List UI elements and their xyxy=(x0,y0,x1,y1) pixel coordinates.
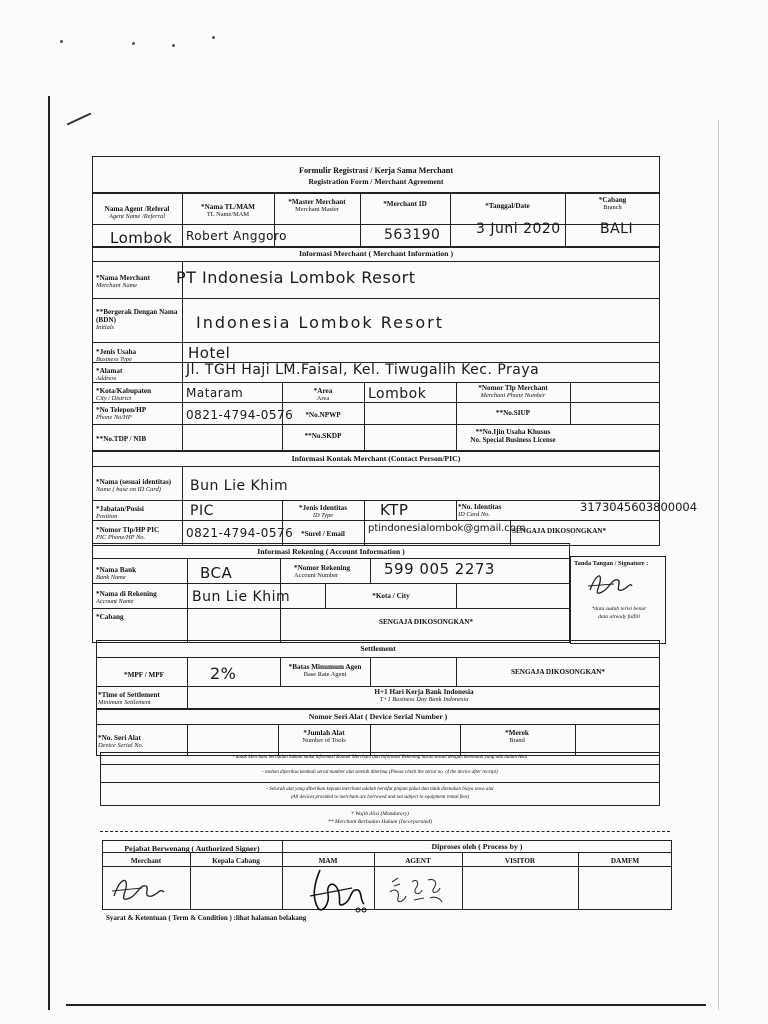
contact-name-label: *Nama (sesuai identitas) Name ( base on ID Card) xyxy=(96,478,172,493)
section-contact-info: Informasi Kontak Merchant (Contact Person/PIC) xyxy=(291,454,461,463)
device-count-label: *Jumlah Alat Number of Tools xyxy=(302,729,346,744)
special-license-label: **No.Ijin Usaha Khusus No. Special Business License xyxy=(470,428,556,444)
position-value[interactable]: PIC xyxy=(190,503,214,519)
id-number-label: *No. Identitas ID Card No. xyxy=(458,503,502,518)
id-type-value[interactable]: KTP xyxy=(380,501,409,519)
scan-dot xyxy=(132,42,135,45)
date-value[interactable]: 3 Juni 2020 xyxy=(476,221,561,237)
account-holder-value[interactable]: Bun Lie Khim xyxy=(192,589,291,605)
area-label: *Area Area xyxy=(313,387,333,402)
business-type-value[interactable]: Hotel xyxy=(188,344,231,362)
account-holder-label: *Nama di Rekening Account Name xyxy=(96,590,157,605)
col-merchant: Merchant xyxy=(130,857,162,865)
device-brand-label: *Merek Brand xyxy=(505,729,529,744)
business-type-label: *Jenis Usaha Business Type xyxy=(96,348,137,363)
id-number-value[interactable]: 3173045603800004 xyxy=(580,500,698,514)
col-visitor: VISITOR xyxy=(504,857,536,865)
merchant-signature-top xyxy=(584,570,636,600)
merchant-name-value[interactable]: PT Indonesia Lombok Resort xyxy=(176,268,416,287)
note-4: (All devices provided to merchant are borrowed and not subject to equipment rental fees) xyxy=(290,795,470,800)
scan-dot xyxy=(212,36,215,39)
col-branch-head: Kepala Cabang xyxy=(212,857,260,865)
merchant-phone-label: *Nomor Tlp Merchant Merchant Phone Number xyxy=(478,384,548,399)
position-label: *Jabatan/Posisi Position xyxy=(96,505,144,520)
city-label: *Kota/Kabupaten City / District xyxy=(96,387,152,402)
bank-name-label: *Nama Bank Bank Name xyxy=(96,566,137,581)
section-merchant-info: Informasi Merchant ( Merchant Information ) xyxy=(298,249,454,258)
form-title: Formulir Registrasi / Kerja Sama Merchant xyxy=(298,166,454,175)
contact-phone-label: *Nomor Tlp/HP PIC PIC Phone/HP No. xyxy=(96,526,160,541)
col-damfm: DAMFM xyxy=(610,857,640,865)
contact-blank-note: SENGAJA DIKOSONGKAN* xyxy=(512,527,607,535)
settlement-blank-note: SENGAJA DIKOSONGKAN* xyxy=(510,668,606,676)
settlement-time-value: H+1 Hari Kerja Bank Indonesia T+1 Business Day Bank Indonesia xyxy=(374,688,474,703)
branch-label: *Cabang Branch xyxy=(598,196,627,211)
page-border-left xyxy=(48,96,50,1010)
mpf-value[interactable]: 2% xyxy=(210,664,237,683)
signature-label: Tanda Tangan / Signature : xyxy=(574,560,649,567)
tl-value[interactable]: Robert Anggoro xyxy=(186,229,287,243)
date-label: *Tanggal/Date xyxy=(485,202,530,210)
master-merchant-label: *Master Merchant Merchant Master xyxy=(288,198,346,213)
account-number-value[interactable]: 599 005 2273 xyxy=(384,560,495,578)
scan-dot xyxy=(60,40,63,43)
phone-value[interactable]: 0821-4794-0576 xyxy=(186,408,294,422)
signature-note-2: data already fulfill xyxy=(598,614,640,620)
terms-condition[interactable]: Syarat & Ketentuan ( Term & Condition ) :lihat halaman belakang xyxy=(106,914,307,922)
address-value[interactable]: Jl. TGH Haji LM.Faisal, Kel. Tiwugalih Kec. Praya xyxy=(186,362,540,378)
account-branch-label: *Cabang xyxy=(96,613,124,621)
merchant-id-label: *Merchant ID xyxy=(383,200,427,208)
merchant-id-value[interactable]: 563190 xyxy=(384,227,441,243)
merchant-name-label: *Nama Merchant Merchant Name xyxy=(96,274,150,289)
initials-label: **Bergerak Dengan Nama (BDN) Initials xyxy=(96,308,178,331)
section-account-info: Informasi Rekening ( Account Information ) xyxy=(257,547,405,556)
npwp-label: *No.NPWP xyxy=(305,411,341,419)
settlement-time-label: *Time of Settlement Minimum Settlement xyxy=(98,691,160,706)
authorized-signer-header: Pejabat Berwenang ( Authorized Signer) xyxy=(124,844,260,853)
page-border-bottom xyxy=(66,1004,706,1006)
signature-note-1: *data sudah terisi benar xyxy=(591,606,647,612)
note-3: - Seluruh alat yang diberikan kepada merchant adalah bersifat pinjam pakai dan tidak ditenakan biaya sewa alat xyxy=(266,787,494,792)
form-subtitle: Registration Form / Merchant Agreement xyxy=(308,177,444,186)
area-value[interactable]: Lombok xyxy=(368,386,427,402)
section-settlement: Settlement xyxy=(360,644,396,653)
note-1: - untuk Merchant berbadan hukum maka informasi Kontak Merchant dan Informasi Rekening harus sesuai dengan ketentuan yang ada dalam Akta xyxy=(232,755,528,760)
footnote-incorporated: ** Merchant Berbadan Hukum (Incorporated) xyxy=(327,819,433,825)
email-label: *Surel / Email xyxy=(301,530,345,538)
email-value[interactable]: ptindonesialombok@gmail.com xyxy=(368,523,526,534)
pen-mark xyxy=(67,113,91,126)
id-type-label: *Jenis Identitas ID Type xyxy=(298,504,348,519)
account-city-label: *Kota / City xyxy=(372,592,410,600)
process-by-header: Diproses oleh ( Process by ) xyxy=(431,842,523,851)
city-value[interactable]: Mataram xyxy=(186,386,244,400)
mam-signature xyxy=(300,864,370,918)
section-device: Nomor Seri Alat ( Device Serial Number ) xyxy=(308,712,448,721)
merchant-signature xyxy=(108,872,168,906)
initials-value[interactable]: Indonesia Lombok Resort xyxy=(196,313,444,332)
agent-value[interactable]: Lombok xyxy=(110,229,173,247)
bank-name-value[interactable]: BCA xyxy=(200,564,233,582)
page-border-right xyxy=(718,120,719,1010)
device-serial-label: *No. Seri Alat Device Serial No. xyxy=(98,734,144,749)
skdp-label: **No.SKDP xyxy=(304,432,342,440)
siup-label: **No.SIUP xyxy=(495,409,531,417)
agent-signature xyxy=(384,872,450,908)
tl-label: *Nama TL/MAM TL Name/MAM xyxy=(201,203,255,218)
account-blank-note: SENGAJA DIKOSONGKAN* xyxy=(378,618,474,626)
phone-label: *No Telepon/HP Phone No/HP xyxy=(96,406,147,421)
mpf-label: *MPF / MPF xyxy=(124,671,165,679)
agent-label: Nama Agent /Referal Agent Name /Referral xyxy=(104,205,170,220)
contact-name-value[interactable]: Bun Lie Khim xyxy=(190,478,289,494)
address-label: *Alamat Address xyxy=(96,367,123,382)
base-rate-label: *Batas Minumum Agen Base Rate Agent xyxy=(288,663,362,678)
scan-dot xyxy=(172,44,175,47)
branch-value[interactable]: BALI xyxy=(600,221,634,237)
col-mam: MAM xyxy=(318,857,338,865)
footnote-mandatory: * Wajib diisi (Mandatory) xyxy=(350,811,410,817)
tdp-label: **No.TDP / NIB xyxy=(96,435,147,443)
account-number-label: *Nomor Rekening Account Number xyxy=(294,564,350,579)
contact-phone-value[interactable]: 0821-4794-0576 xyxy=(186,526,294,540)
col-agent: AGENT xyxy=(405,857,431,865)
note-2: - mohon diperiksa kembali serial number alat setelah diterima (Please check the serial no. of the device after receipt) xyxy=(262,770,498,775)
